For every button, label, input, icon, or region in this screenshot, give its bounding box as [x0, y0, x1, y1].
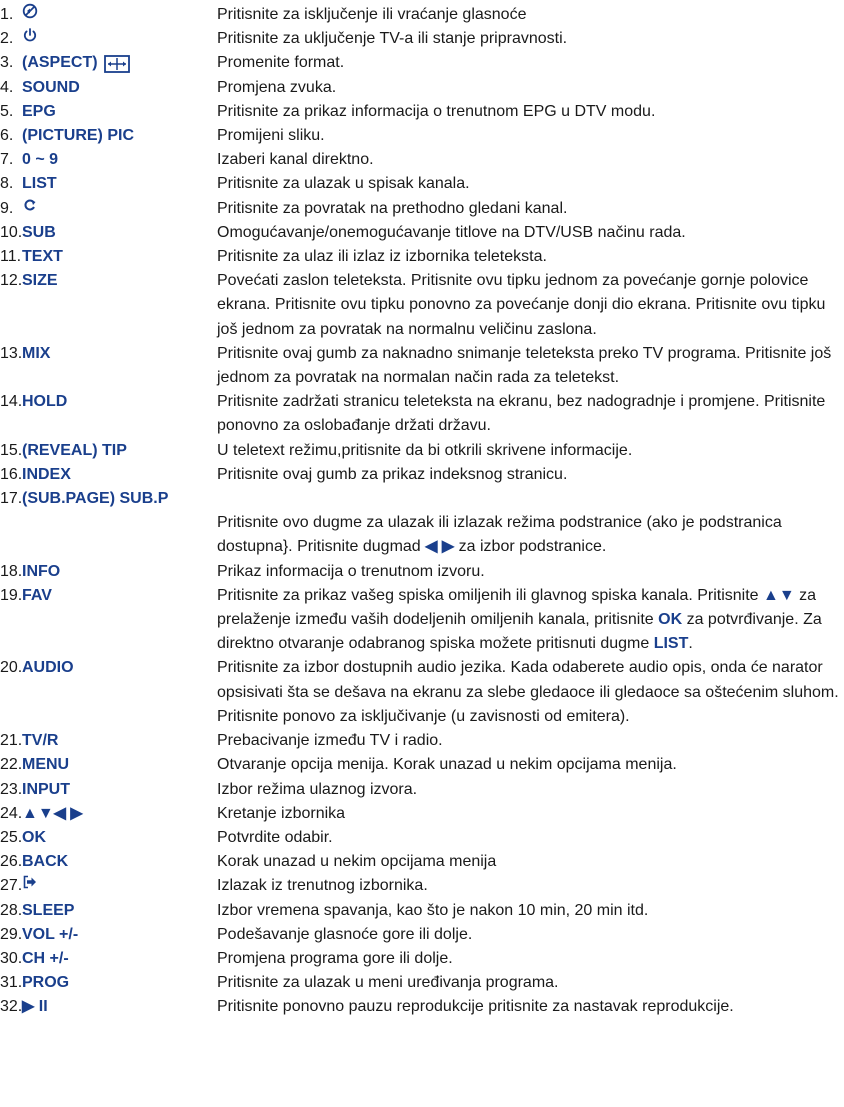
item-description: Promenite format. — [217, 54, 345, 72]
power-icon — [22, 27, 38, 43]
list-item — [0, 778, 844, 802]
item-number: 7. — [0, 151, 14, 169]
item-description: Pritisnite za ulazak u spisak kanala. — [217, 175, 470, 193]
item-description: Izbor režima ulaznog izvora. — [217, 780, 418, 798]
key-label: INFO — [22, 562, 61, 580]
list-item — [0, 729, 844, 753]
key-label: EPG — [22, 102, 56, 120]
key-label: INPUT — [22, 780, 70, 798]
list-item — [0, 269, 844, 342]
item-number: 27. — [0, 877, 23, 895]
list-item — [0, 584, 844, 657]
item-number: 18. — [0, 562, 23, 580]
key-label: SUB — [22, 223, 56, 241]
key-label: SOUND — [22, 78, 80, 96]
exit-icon — [22, 874, 38, 890]
list-item — [0, 971, 844, 995]
key-label: INDEX — [22, 465, 71, 483]
item-number: 16. — [0, 465, 23, 483]
item-description: Pritisnite za isključenje ili vraćanje glasnoće — [217, 6, 527, 23]
list-item — [0, 753, 844, 777]
key-label: AUDIO — [22, 659, 74, 677]
list-item — [0, 947, 844, 971]
item-number: 23. — [0, 780, 23, 798]
key-label: PROG — [22, 974, 70, 992]
item-description — [217, 511, 844, 559]
list-item — [0, 3, 844, 27]
item-description: Pritisnite za izbor dostupnih audio jezika. Kada odaberete audio opis, onda će narator opsisivati šta se dešava na ekranu za slebe gledaoce ili gledaoce sa oštećenim sluhom. Pritisnite ponovo za isključivanje (u zavisnosti od emitera). — [217, 659, 839, 725]
item-number: 24. — [0, 804, 23, 822]
item-description: Promijeni sliku. — [217, 127, 325, 145]
item-description: Povećati zaslon teleteksta. Pritisnite ovu tipku jednom za povećanje gornje polovice ekrana. Pritisnite ovu tipku ponovno za povećanje donji dio ekrana. Pritisnite ovu tipku još jednom za povratak na normalnu veličinu zaslona. — [217, 272, 826, 338]
list-item — [0, 342, 844, 390]
item-number: 3. — [0, 54, 14, 72]
item-description: Promjena zvuka. — [217, 78, 337, 96]
aspect-icon — [104, 55, 130, 73]
item-description: Podešavanje glasnoće gore ili dolje. — [217, 925, 473, 943]
item-number: 30. — [0, 949, 23, 967]
key-label: VOL +/- — [22, 925, 79, 943]
key-label: ▲▼◀ ▶ — [22, 804, 83, 822]
item-description: Kretanje izbornika — [217, 804, 346, 822]
list-item — [0, 995, 844, 1019]
item-number: 9. — [0, 199, 14, 217]
list-key: LIST — [653, 635, 689, 653]
key-label: TV/R — [22, 732, 59, 750]
list-item — [0, 390, 844, 438]
item-number: 10. — [0, 223, 23, 241]
description-text: Pritisnite ovo dugme za ulazak ili izlazak režima podstranice (ako je podstranica dostupna}. Pritisnite dugmad — [217, 514, 782, 556]
item-description: Prebacivanje između TV i radio. — [217, 732, 443, 750]
list-item — [0, 148, 844, 172]
key-label: HOLD — [22, 393, 68, 411]
key-label: MENU — [22, 756, 70, 774]
list-item — [0, 656, 844, 729]
item-number: 8. — [0, 175, 14, 193]
key-label: 0 ~ 9 — [22, 151, 59, 169]
list-item — [0, 826, 844, 850]
item-description: Pritisnite za ulaz ili izlaz iz izbornika teleteksta. — [217, 248, 547, 266]
item-description: Prikaz informacija o trenutnom izvoru. — [217, 562, 485, 580]
list-item — [0, 221, 844, 245]
item-number: 20. — [0, 659, 23, 677]
item-number: 28. — [0, 901, 23, 919]
item-number: 29. — [0, 925, 23, 943]
recall-icon — [22, 197, 38, 213]
key-label: (PICTURE) PIC — [22, 127, 134, 145]
description-text: za potvrđivanje. Za direktno otvaranje odabranog spiska možete pritisnuti dugme — [217, 611, 822, 653]
list-item — [0, 899, 844, 923]
list-item — [0, 802, 844, 826]
list-item — [0, 27, 844, 51]
item-description: Pritisnite za ulazak u meni uređivanja programa. — [217, 974, 559, 992]
description-text: Pritisnite za prikaz vašeg spiska omiljenih ili glavnog spiska kanala. Pritisnite — [217, 586, 764, 604]
key-label: (SUB.PAGE) SUB.P — [22, 490, 169, 508]
ok-key: OK — [658, 611, 683, 629]
key-label: ▶ II — [22, 998, 48, 1016]
list-item — [0, 76, 844, 100]
item-description: Korak unazad u nekim opcijama menija — [217, 853, 497, 871]
key-label: CH +/- — [22, 949, 69, 967]
list-item — [0, 439, 844, 463]
key-label: LIST — [22, 175, 57, 193]
item-description: Pritisnite ponovno pauzu reprodukcije pritisnite za nastavak reprodukcije. — [217, 998, 734, 1016]
item-number: 5. — [0, 102, 14, 120]
mute-icon — [22, 3, 38, 19]
item-description — [217, 584, 844, 657]
key-label: TEXT — [22, 248, 63, 266]
arrow-keys: ◀ ▶ — [425, 538, 455, 556]
arrow-keys: ▲▼ — [763, 586, 795, 604]
list-item — [0, 560, 844, 584]
key-label: (ASPECT) — [22, 54, 98, 72]
description-text: za izbor podstranice. — [454, 538, 607, 556]
item-description: Izlazak iz trenutnog izbornika. — [217, 877, 428, 895]
item-description: Pritisnite zadržati stranicu teleteksta na ekranu, bez nadogradnje i promjene. Pritisnite ponovno za oslobađanje držati državu. — [217, 393, 826, 435]
item-description: Otvaranje opcija menija. Korak unazad u nekim opcijama menija. — [217, 756, 677, 774]
item-number: 21. — [0, 732, 23, 750]
item-description: Pritisnite za uključenje TV-a ili stanje pripravnosti. — [217, 30, 568, 48]
item-description: Potvrdite odabir. — [217, 828, 333, 846]
item-description: Pritisnite ovaj gumb za prikaz indeksnog stranicu. — [217, 465, 568, 483]
item-description: Pritisnite ovaj gumb za naknadno snimanje teleteksta preko TV programa. Pritisnite još jednom za povratak na normalan način rada za teletekst. — [217, 344, 832, 387]
item-number: 17. — [0, 490, 23, 508]
key-label: MIX — [22, 344, 51, 362]
item-number: 11. — [0, 248, 22, 266]
item-description: Pritisnite za povratak na prethodno gledani kanal. — [217, 199, 568, 217]
list-item-continuation — [0, 511, 844, 559]
key-label: OK — [22, 828, 46, 846]
item-number: 15. — [0, 441, 23, 459]
key-label: FAV — [22, 586, 52, 604]
item-number: 31. — [0, 974, 23, 992]
item-description: U teletext režimu,pritisnite da bi otkrili skrivene informacije. — [217, 441, 633, 459]
list-item — [0, 874, 844, 898]
item-description: Omogućavanje/onemogućavanje titlove na DTV/USB načinu rada. — [217, 223, 686, 241]
item-number: 14. — [0, 393, 23, 411]
list-item — [0, 197, 844, 221]
description-text: . — [688, 635, 693, 653]
description-text: za prelaženje između vaših dodeljenih omiljenih kanala, pritisnite — [217, 586, 817, 629]
key-label: SLEEP — [22, 901, 75, 919]
list-item — [0, 245, 844, 269]
item-number: 26. — [0, 853, 23, 871]
item-number: 1. — [0, 6, 14, 23]
list-item — [0, 463, 844, 487]
key-label: (REVEAL) TIP — [22, 441, 127, 459]
list-item — [0, 172, 844, 196]
item-number: 22. — [0, 756, 23, 774]
list-item — [0, 487, 844, 511]
list-item — [0, 923, 844, 947]
item-number: 12. — [0, 272, 23, 290]
item-description: Izbor vremena spavanja, kao što je nakon 10 min, 20 min itd. — [217, 901, 649, 919]
item-description: Pritisnite za prikaz informacija o trenutnom EPG u DTV modu. — [217, 102, 656, 120]
key-label: SIZE — [22, 272, 58, 290]
item-number: 32. — [0, 998, 23, 1016]
item-number: 2. — [0, 30, 14, 48]
item-description: Izaberi kanal direktno. — [217, 151, 374, 169]
key-label: BACK — [22, 853, 69, 871]
list-item — [0, 51, 844, 75]
item-number: 13. — [0, 344, 23, 362]
item-number: 4. — [0, 78, 14, 96]
item-description: Promjena programa gore ili dolje. — [217, 949, 453, 967]
item-number: 19. — [0, 586, 23, 604]
list-item — [0, 100, 844, 124]
list-item — [0, 850, 844, 874]
item-number: 6. — [0, 127, 14, 145]
list-item — [0, 124, 844, 148]
item-number: 25. — [0, 828, 23, 846]
